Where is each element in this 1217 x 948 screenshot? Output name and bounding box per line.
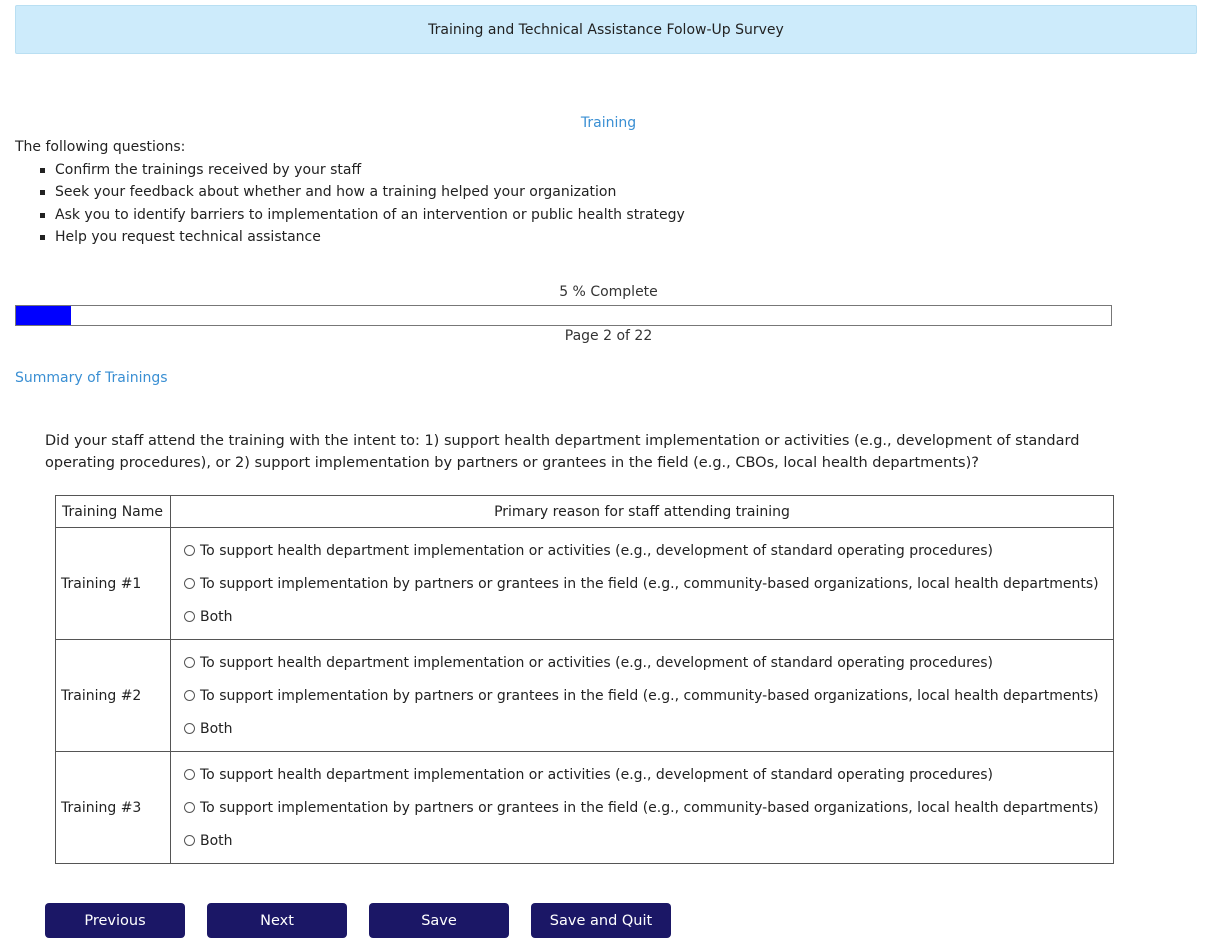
radio-button[interactable] [184,802,195,813]
radio-button[interactable] [184,835,195,846]
intro-bullet: Confirm the trainings received by your staff [55,159,685,182]
radio-option-health-dept[interactable] [184,534,1113,567]
radio-label: To support health department implementation or activities (e.g., development of standard operating procedures) [200,542,993,559]
radio-option-partners[interactable] [184,567,1113,600]
previous-button[interactable]: Previous [45,903,185,938]
radio-option-both[interactable] [184,824,1113,857]
table-row [56,528,1114,640]
column-header-primary-reason: Primary reason for staff attending training [171,496,1114,528]
progress-fill [16,306,71,325]
radio-button[interactable] [184,545,195,556]
radio-option-both[interactable] [184,712,1113,745]
reason-options [171,640,1114,752]
save-and-quit-button[interactable]: Save and Quit [531,903,671,938]
reason-options [171,752,1114,864]
column-header-training-name: Training Name [56,496,171,528]
next-button[interactable]: Next [207,903,347,938]
survey-title: Training and Technical Assistance Folow-Up Survey [428,21,784,38]
subsection-title: Summary of Trainings [15,370,168,386]
radio-option-partners[interactable] [184,791,1113,824]
radio-button[interactable] [184,578,195,589]
section-title: Training [580,115,637,131]
radio-button[interactable] [184,769,195,780]
training-name: Training #3 [56,752,171,864]
radio-label: To support health department implementation or activities (e.g., development of standard operating procedures) [200,766,993,783]
intro-block [15,136,685,249]
radio-option-both[interactable] [184,600,1113,633]
intro-bullet: Ask you to identify barriers to implementation of an intervention or public health strategy [55,204,685,227]
radio-option-health-dept[interactable] [184,758,1113,791]
training-name: Training #1 [56,528,171,640]
radio-label: Both [200,832,233,849]
training-table [55,495,1114,864]
reason-options [171,528,1114,640]
table-row [56,752,1114,864]
question-text: Did your staff attend the training with the intent to: 1) support health department implementation or activities (e.g., development of standard operating procedures), or 2) support implementation by partners or grantees in the field (e.g., CBOs, local health departments)? [45,433,1080,471]
training-name: Training #2 [56,640,171,752]
radio-label: To support implementation by partners or grantees in the field (e.g., community-based organizations, local health departments) [200,687,1099,704]
radio-label: Both [200,608,233,625]
radio-option-health-dept[interactable] [184,646,1113,679]
save-button[interactable]: Save [369,903,509,938]
intro-lead: The following questions: [15,139,186,155]
progress-label: 5 % Complete [559,284,658,300]
radio-label: To support health department implementation or activities (e.g., development of standard operating procedures) [200,654,993,671]
radio-button[interactable] [184,690,195,701]
intro-bullet: Help you request technical assistance [55,226,685,249]
radio-label: To support implementation by partners or grantees in the field (e.g., community-based organizations, local health departments) [200,799,1099,816]
intro-bullet: Seek your feedback about whether and how a training helped your organization [55,181,685,204]
radio-button[interactable] [184,723,195,734]
nav-buttons [45,903,671,938]
table-row [56,640,1114,752]
radio-option-partners[interactable] [184,679,1113,712]
radio-label: To support implementation by partners or grantees in the field (e.g., community-based organizations, local health departments) [200,575,1099,592]
intro-bullet-list [15,159,685,249]
survey-header [15,5,1197,54]
radio-button[interactable] [184,611,195,622]
radio-label: Both [200,720,233,737]
progress-bar [15,305,1112,326]
radio-button[interactable] [184,657,195,668]
table-header-row [56,496,1114,528]
page-indicator: Page 2 of 22 [564,328,653,344]
